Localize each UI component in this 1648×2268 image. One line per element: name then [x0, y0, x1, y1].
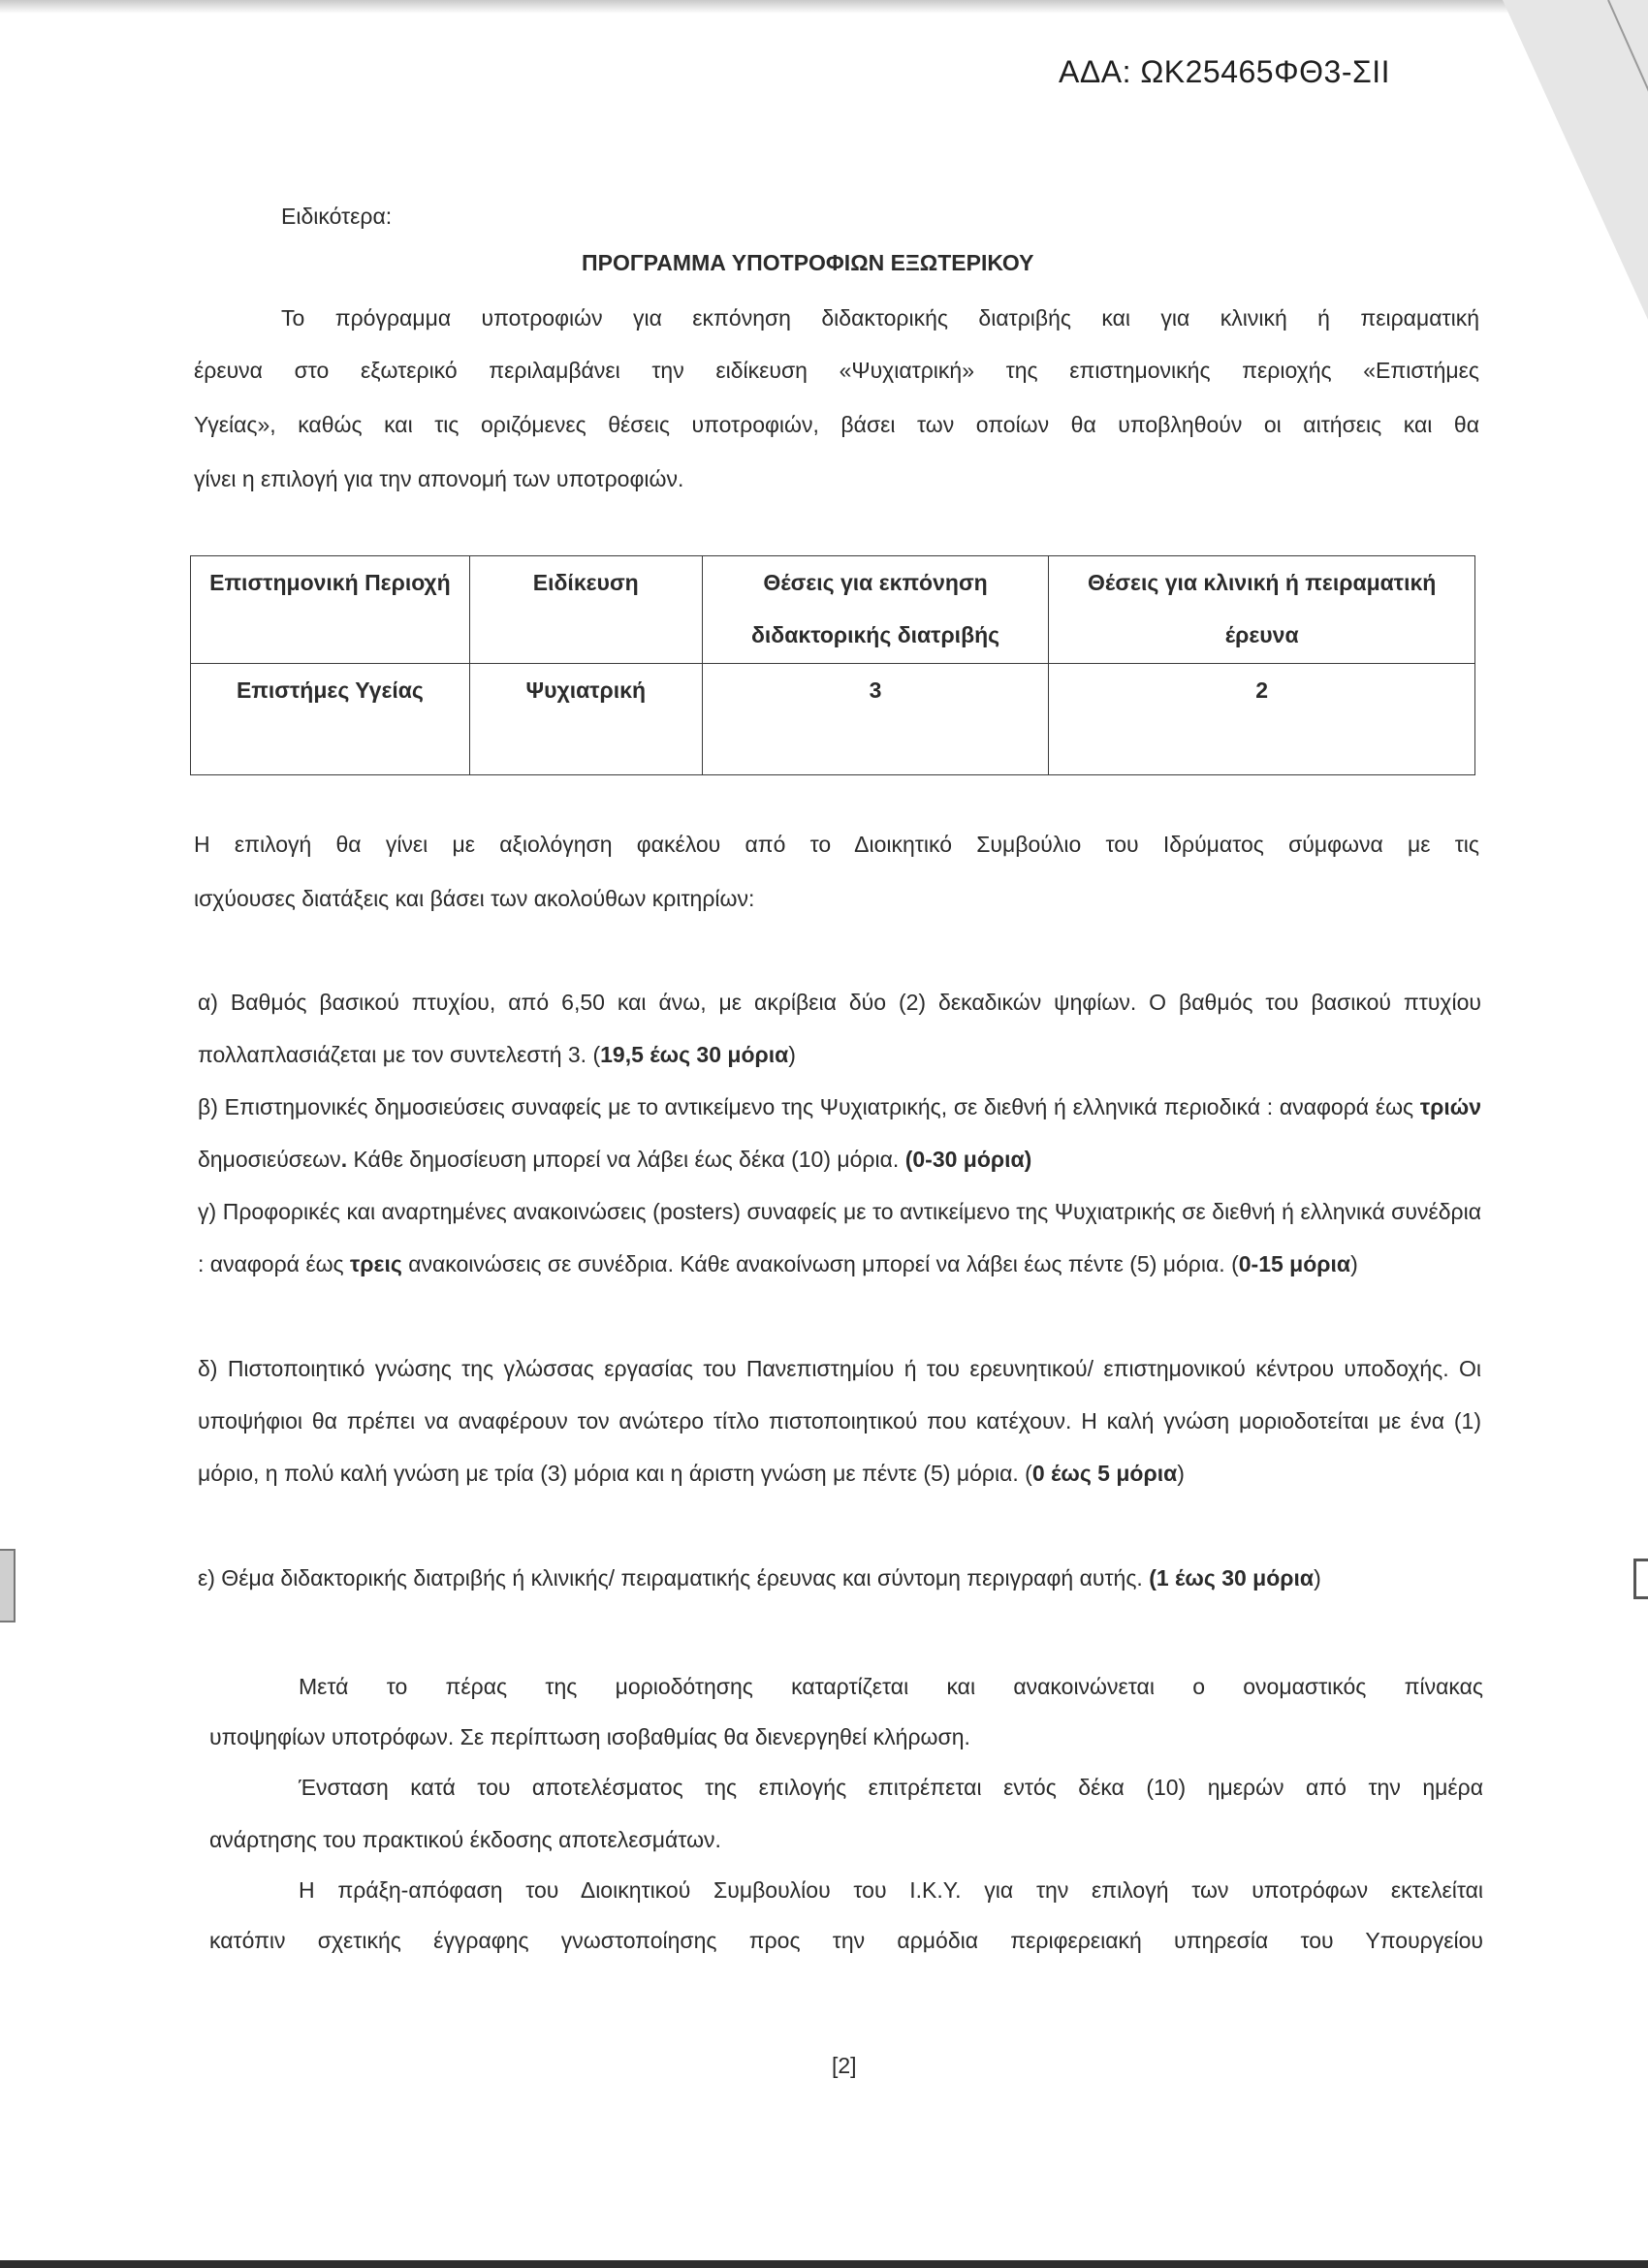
criterion-d: [198, 1342, 1481, 1499]
criterion-c-bold-1: τρεις: [350, 1251, 402, 1276]
closing-p1-line-1: Μετά το πέρας της μοριοδότησης καταρτίζεται και ανακοινώνεται ο ονομαστικός πίνακας: [299, 1674, 1483, 1699]
criterion-d-text: δ) Πιστοποιητικό γνώσης της γλώσσας εργασίας του Πανεπιστημίου ή του ερευνητικού/ επιστημονικού κέντρου υποδοχής. Οι υποψήφιοι θα πρέπει να αναφέρουν τον ανώτερο τίτλο πιστοποιητικού που κατέχουν. Η καλή γνώση μοριοδοτείται με ένα (1) μόριο, η πολύ καλή γνώση με τρία (3) μόρια και η άριστη γνώση με πέντε (5) μόρια. (: [198, 1356, 1481, 1486]
intro-label: Ειδικότερα:: [281, 204, 393, 229]
criterion-b-points: (0-30 μόρια): [904, 1147, 1032, 1172]
criterion-e-points: (1 έως 30 μόρια: [1149, 1565, 1315, 1591]
intro-line-2: έρευνα στο εξωτερικό περιλαμβάνει την ειδίκευση «Ψυχιατρική» της επιστημονικής περιοχής «Επιστήμες: [194, 358, 1479, 383]
criterion-a-close: ): [788, 1042, 796, 1067]
closing-p1-line-2: υποψηφίων υποτρόφων. Σε περίπτωση ισοβαθμίας θα διενεργηθεί κλήρωση.: [209, 1724, 970, 1749]
criterion-b-text-1: β) Επιστημονικές δημοσιεύσεις συναφείς με το αντικείμενο της Ψυχιατρικής, σε διεθνή ή ελληνικά περιοδικά : αναφορά έως: [198, 1094, 1420, 1119]
intro-line-3: Υγείας», καθώς και τις οριζόμενες θέσεις υποτροφιών, βάσει των οποίων θα υποβληθούν οι αιτήσεις και θα: [194, 412, 1479, 437]
scan-bottom-edge: [0, 2260, 1648, 2268]
page-number: [2]: [832, 2053, 857, 2078]
table-header-cell: Θέσεις για εκπόνηση διδακτορικής διατριβής: [702, 556, 1049, 664]
criterion-b: [198, 1081, 1481, 1185]
table-cell: Ψυχιατρική: [469, 664, 702, 775]
criterion-d-points: 0 έως 5 μόρια: [1031, 1461, 1178, 1486]
ada-code: ΑΔΑ: ΩΚ25465ΦΘ3-ΣΙΙ: [1059, 54, 1391, 89]
criterion-c-text-2: ανακοινώσεις σε συνέδρια. Κάθε ανακοίνωση μπορεί να λάβει έως πέντε (5) μόρια. (: [401, 1251, 1239, 1276]
table-row: [191, 664, 1475, 775]
table-header-cell: Ειδίκευση: [469, 556, 702, 664]
selection-line-2: ισχύουσες διατάξεις και βάσει των ακολούθων κριτηρίων:: [194, 886, 755, 911]
table-cell: 2: [1049, 664, 1475, 775]
closing-p2-line-2: ανάρτησης του πρακτικού έκδοσης αποτελεσμάτων.: [209, 1827, 721, 1852]
folded-corner: [1503, 0, 1648, 320]
criterion-b-bold-1: τριών: [1419, 1094, 1481, 1119]
criterion-c: [198, 1185, 1481, 1290]
table-cell: 3: [702, 664, 1049, 775]
criterion-e-text: ε) Θέμα διδακτορικής διατριβής ή κλινικής/ πειραματικής έρευνας και σύντομη περιγραφή αυτής.: [198, 1565, 1150, 1591]
closing-p3-line-2: κατόπιν σχετικής έγγραφης γνωστοποίησης προς την αρμόδια περιφερειακή υπηρεσία του Υπουργείου: [209, 1928, 1483, 1953]
criterion-d-close: ): [1177, 1461, 1185, 1486]
table-header-cell: Επιστημονική Περιοχή: [191, 556, 470, 664]
criterion-a: [198, 976, 1481, 1081]
closing-p2-line-1: Ένσταση κατά του αποτελέσματος της επιλογής επιτρέπεται εντός δέκα (10) ημερών από την ημέρα: [299, 1775, 1483, 1800]
closing-p3-line-1: Η πράξη-απόφαση του Διοικητικού Συμβουλίου του Ι.Κ.Υ. για την επιλογή των υποτρόφων εκτελείται: [299, 1877, 1483, 1903]
table-header-cell: Θέσεις για κλινική ή πειραματική έρευνα: [1049, 556, 1475, 664]
criterion-c-close: ): [1350, 1251, 1358, 1276]
criterion-e-close: ): [1314, 1565, 1321, 1591]
section-heading: ΠΡΟΓΡΑΜΜΑ ΥΠΟΤΡΟΦΙΩΝ ΕΞΩΤΕΡΙΚΟΥ: [582, 250, 1034, 275]
criterion-a-points: 19,5 έως 30 μόρια: [600, 1042, 789, 1067]
positions-table: [190, 555, 1475, 775]
intro-line-1: Το πρόγραμμα υποτροφιών για εκπόνηση διδακτορικής διατριβής και για κλινική ή πειραματική: [281, 305, 1479, 331]
criterion-b-text-3: Κάθε δημοσίευση μπορεί να λάβει έως δέκα (10) μόρια.: [347, 1147, 905, 1172]
criterion-a-text: α) Βαθμός βασικού πτυχίου, από 6,50 και άνω, με ακρίβεια δύο (2) δεκαδικών ψηφίων. Ο βαθμός του βασικού πτυχίου πολλαπλασιάζεται με τον συντελεστή 3. (: [198, 990, 1481, 1067]
scan-binding-mark-left: [0, 1549, 16, 1622]
criterion-c-text-1: γ) Προφορικές και αναρτημένες ανακοινώσεις (posters) συναφείς με το αντικείμενο της Ψυχιατρικής σε διεθνή ή ελληνικά συνέδρια : αναφορά έως: [198, 1199, 1481, 1276]
selection-line-1: Η επιλογή θα γίνει με αξιολόγηση φακέλου από το Διοικητικό Συμβούλιο του Ιδρύματος σύμφωνα με τις: [194, 832, 1479, 857]
scan-binding-mark-right: [1633, 1559, 1648, 1599]
criterion-c-points: 0-15 μόρια: [1238, 1251, 1351, 1276]
criterion-b-text-2: δημοσιεύσεων: [198, 1147, 341, 1172]
criterion-b-bold-2: .: [340, 1147, 348, 1172]
criterion-e: [198, 1552, 1481, 1604]
table-cell: Επιστήμες Υγείας: [191, 664, 470, 775]
scan-top-edge: [0, 0, 1648, 14]
table-header-row: [191, 556, 1475, 664]
intro-line-4: γίνει η επιλογή για την απονομή των υποτροφιών.: [194, 466, 684, 491]
